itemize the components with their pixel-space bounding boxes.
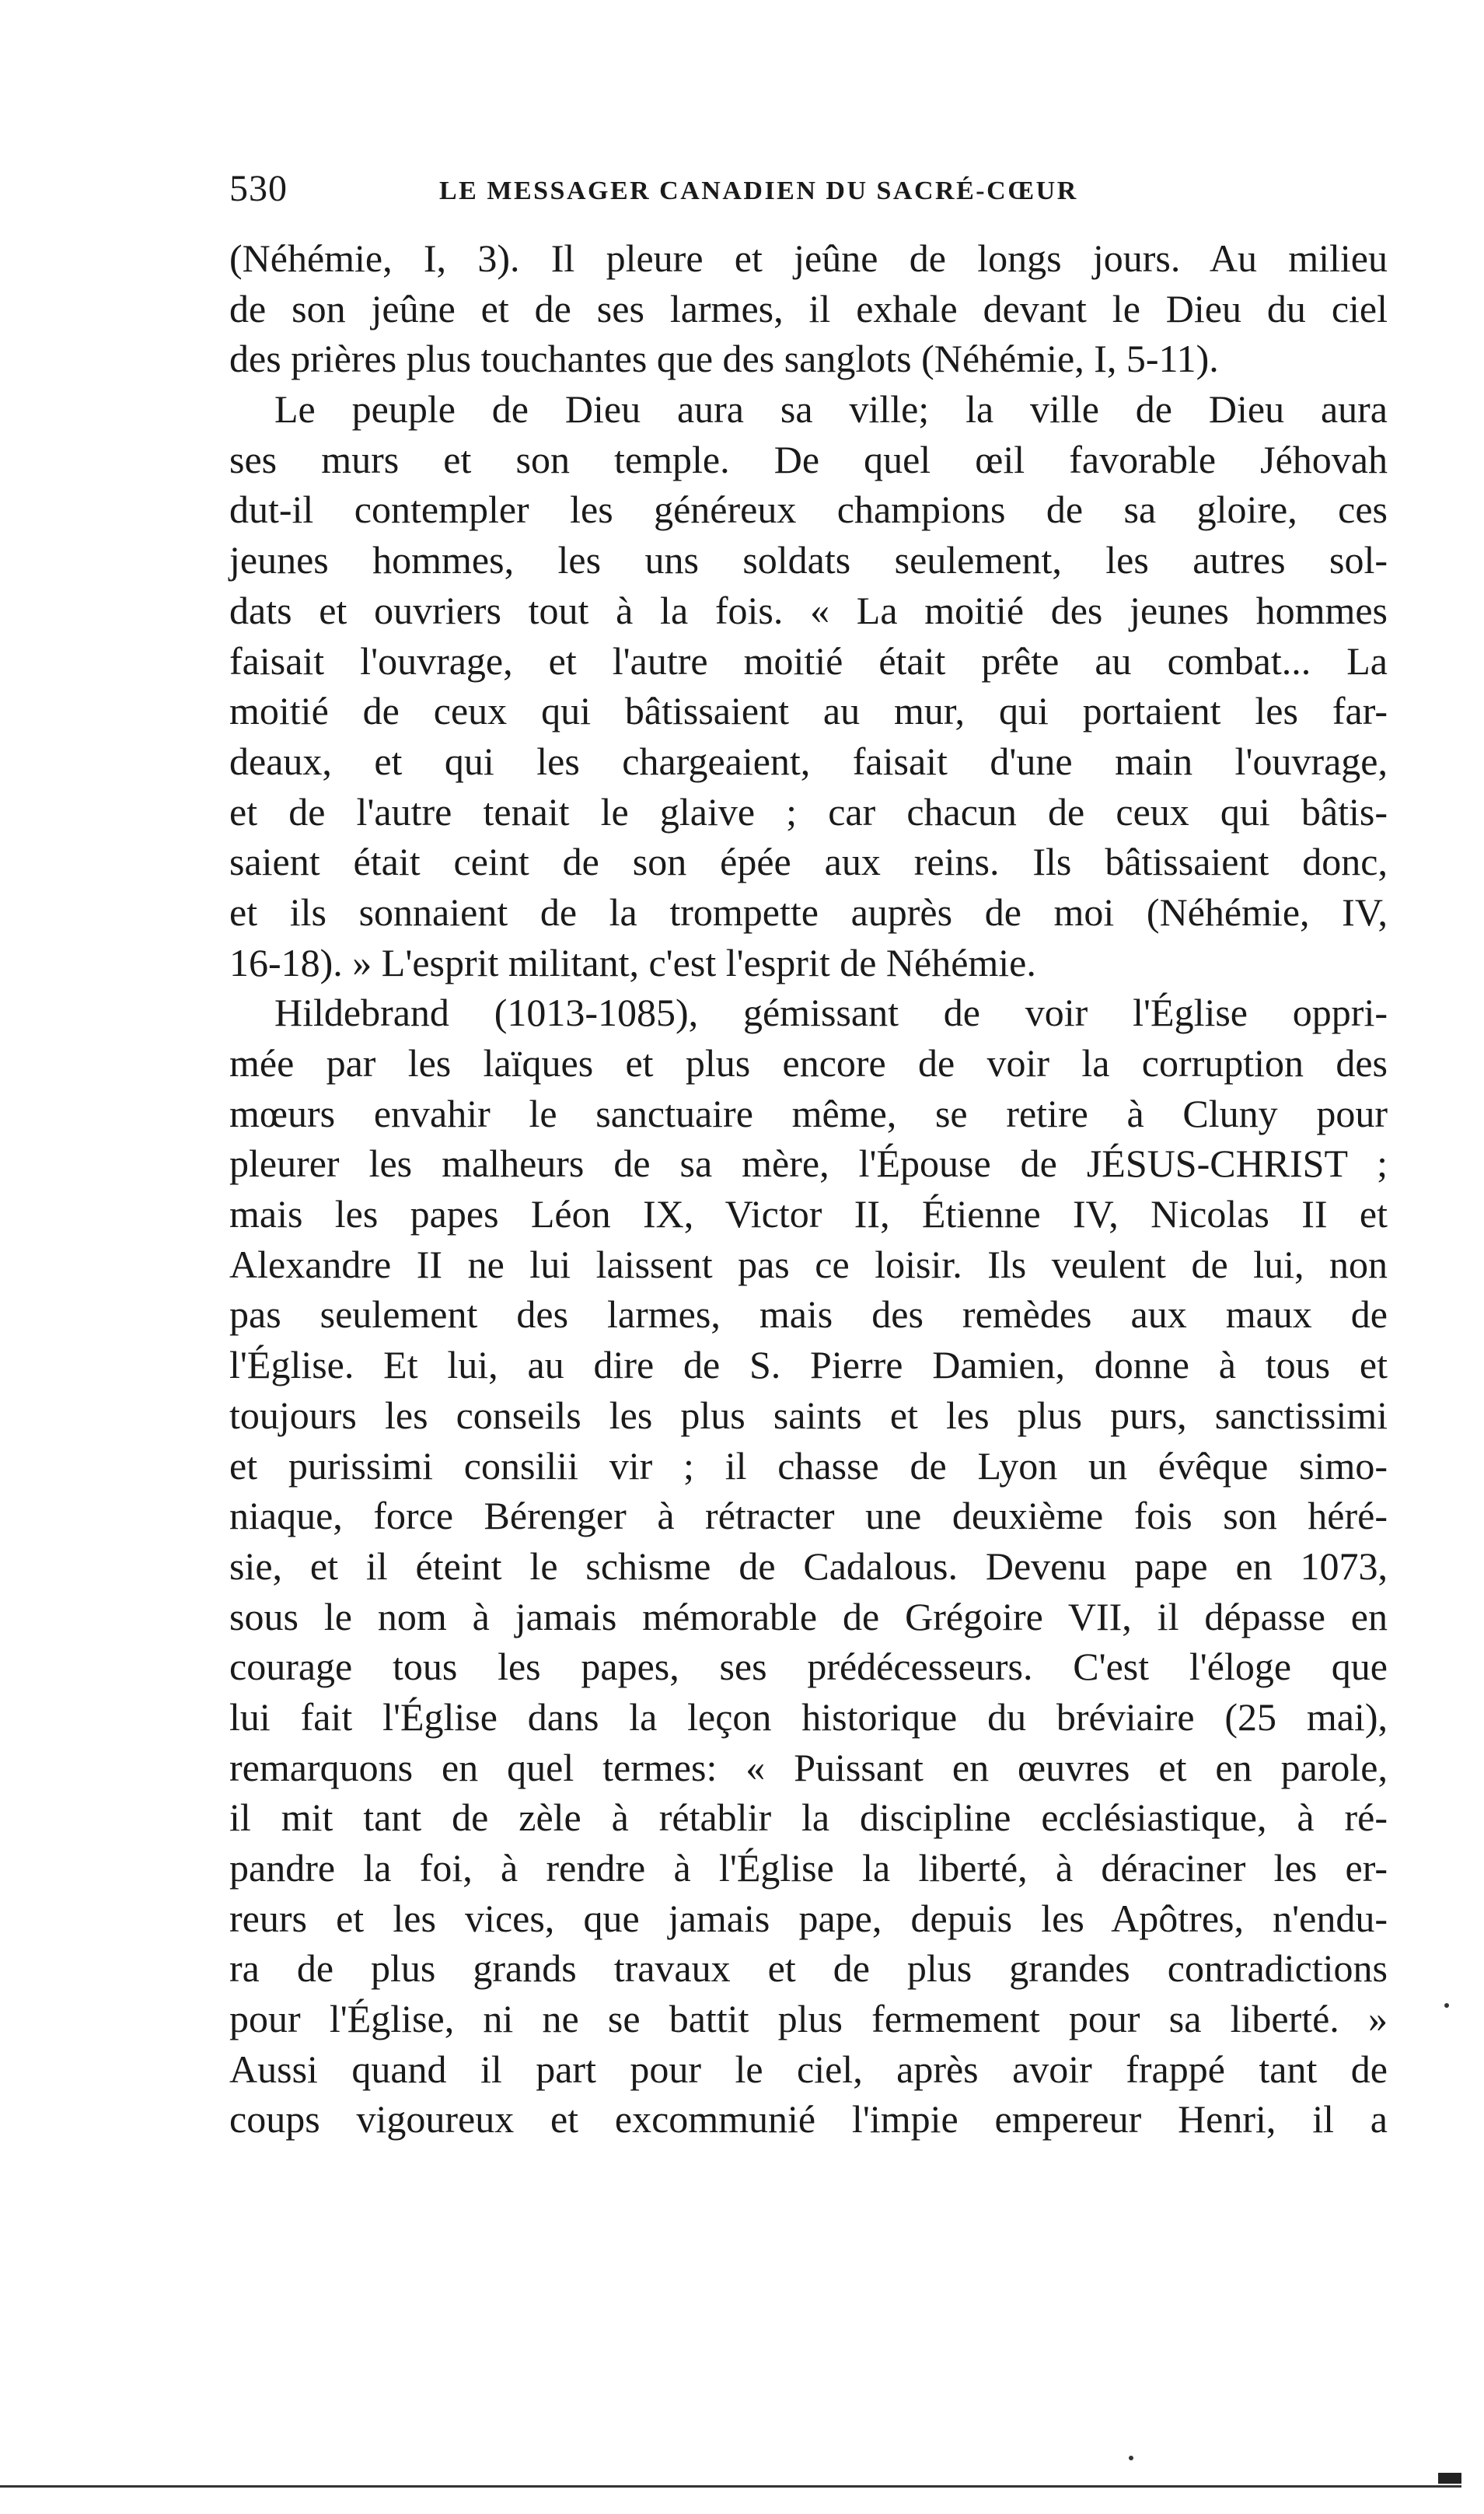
text-line: (Néhémie, I, 3). Il pleure et jeûne de longs jours. Au milieu	[229, 236, 1388, 280]
text-line: mœurs envahir le sanctuaire même, se retire à Cluny pour	[229, 1091, 1388, 1135]
text-line: niaque, force Bérenger à rétracter une deuxième fois son héré-	[229, 1494, 1388, 1538]
text-line: Alexandre II ne lui laissent pas ce loisir. Ils veulent de lui, non	[229, 1242, 1388, 1286]
text-line: 16-18). » L'esprit militant, c'est l'esprit de Néhémie.	[229, 940, 1036, 984]
text-line: l'Église. Et lui, au dire de S. Pierre Damien, donne à tous et	[229, 1343, 1388, 1387]
text-line: dut-il contempler les généreux champions de sa gloire, ces	[229, 488, 1388, 532]
text-line: il mit tant de zèle à rétablir la discipline ecclésiastique, à ré-	[229, 1795, 1388, 1840]
margin-mark	[1444, 2003, 1449, 2008]
text-line: moitié de ceux qui bâtissaient au mur, qui portaient les far-	[229, 689, 1388, 733]
text-line: courage tous les papes, ses prédécesseurs. C'est l'éloge que	[229, 1645, 1388, 1689]
running-title: LE MESSAGER CANADIEN DU SACRÉ-CŒUR	[439, 177, 1078, 205]
text-line: toujours les conseils les plus saints et les plus purs, sanctissimi	[229, 1393, 1388, 1437]
text-line: deaux, et qui les chargeaient, faisait d'une main l'ouvrage,	[229, 739, 1388, 783]
text-line: faisait l'ouvrage, et l'autre moitié était prête au combat... La	[229, 638, 1388, 683]
text-line: de son jeûne et de ses larmes, il exhale devant le Dieu du ciel	[229, 286, 1388, 330]
page-number: 530	[229, 168, 288, 209]
text-line: mée par les laïques et plus encore de voir la corruption des	[229, 1041, 1388, 1085]
scan-edge-rule	[0, 2485, 1461, 2488]
text-line: mais les papes Léon IX, Victor II, Étienne IV, Nicolas II et	[229, 1192, 1388, 1236]
text-line: lui fait l'Église dans la leçon historique du bréviaire (25 mai),	[229, 1694, 1388, 1739]
text-line: et purissimi consilii vir ; il chasse de Lyon un évêque simo-	[229, 1443, 1388, 1488]
text-line: ra de plus grands travaux et de plus grandes contradictions	[229, 1946, 1388, 1991]
page-header	[229, 162, 1388, 216]
text-line: Le peuple de Dieu aura sa ville; la ville de Dieu aura	[274, 387, 1388, 432]
text-line: pandre la foi, à rendre à l'Église la liberté, à déraciner les er-	[229, 1846, 1388, 1890]
text-line: des prières plus touchantes que des sanglots (Néhémie, I, 5-11).	[229, 337, 1219, 381]
text-line: jeunes hommes, les uns soldats seulement, les autres sol-	[229, 538, 1388, 582]
text-line: sie, et il éteint le schisme de Cadalous. Devenu pape en 1073,	[229, 1544, 1388, 1588]
text-line: dats et ouvriers tout à la fois. « La moitié des jeunes hommes	[229, 588, 1388, 632]
text-line: pleurer les malheurs de sa mère, l'Épouse de JÉSUS-CHRIST ;	[229, 1142, 1388, 1186]
text-line: saient était ceint de son épée aux reins. Ils bâtissaient donc,	[229, 840, 1388, 884]
body-text	[229, 233, 1388, 2145]
text-line: et de l'autre tenait le glaive ; car chacun de ceux qui bâtis-	[229, 789, 1388, 834]
scan-edge-corner	[1438, 2473, 1461, 2484]
text-line: pas seulement des larmes, mais des remèdes aux maux de	[229, 1292, 1388, 1337]
text-line: pour l'Église, ni ne se battit plus fermement pour sa liberté. »	[229, 1997, 1388, 2041]
text-line: Hildebrand (1013-1085), gémissant de voir l'Église oppri-	[274, 991, 1388, 1035]
text-line: Aussi quand il part pour le ciel, après avoir frappé tant de	[229, 2047, 1388, 2091]
text-line: sous le nom à jamais mémorable de Grégoire VII, il dépasse en	[229, 1594, 1388, 1638]
ink-speck	[1129, 2456, 1133, 2460]
text-line: ses murs et son temple. De quel œil favorable Jéhovah	[229, 437, 1388, 481]
text-line: coups vigoureux et excommunié l'impie empereur Henri, il a	[229, 2097, 1388, 2142]
text-line: et ils sonnaient de la trompette auprès de moi (Néhémie, IV,	[229, 890, 1388, 934]
text-line: reurs et les vices, que jamais pape, depuis les Apôtres, n'endu-	[229, 1896, 1388, 1940]
text-line: remarquons en quel termes: « Puissant en œuvres et en parole,	[229, 1745, 1388, 1789]
